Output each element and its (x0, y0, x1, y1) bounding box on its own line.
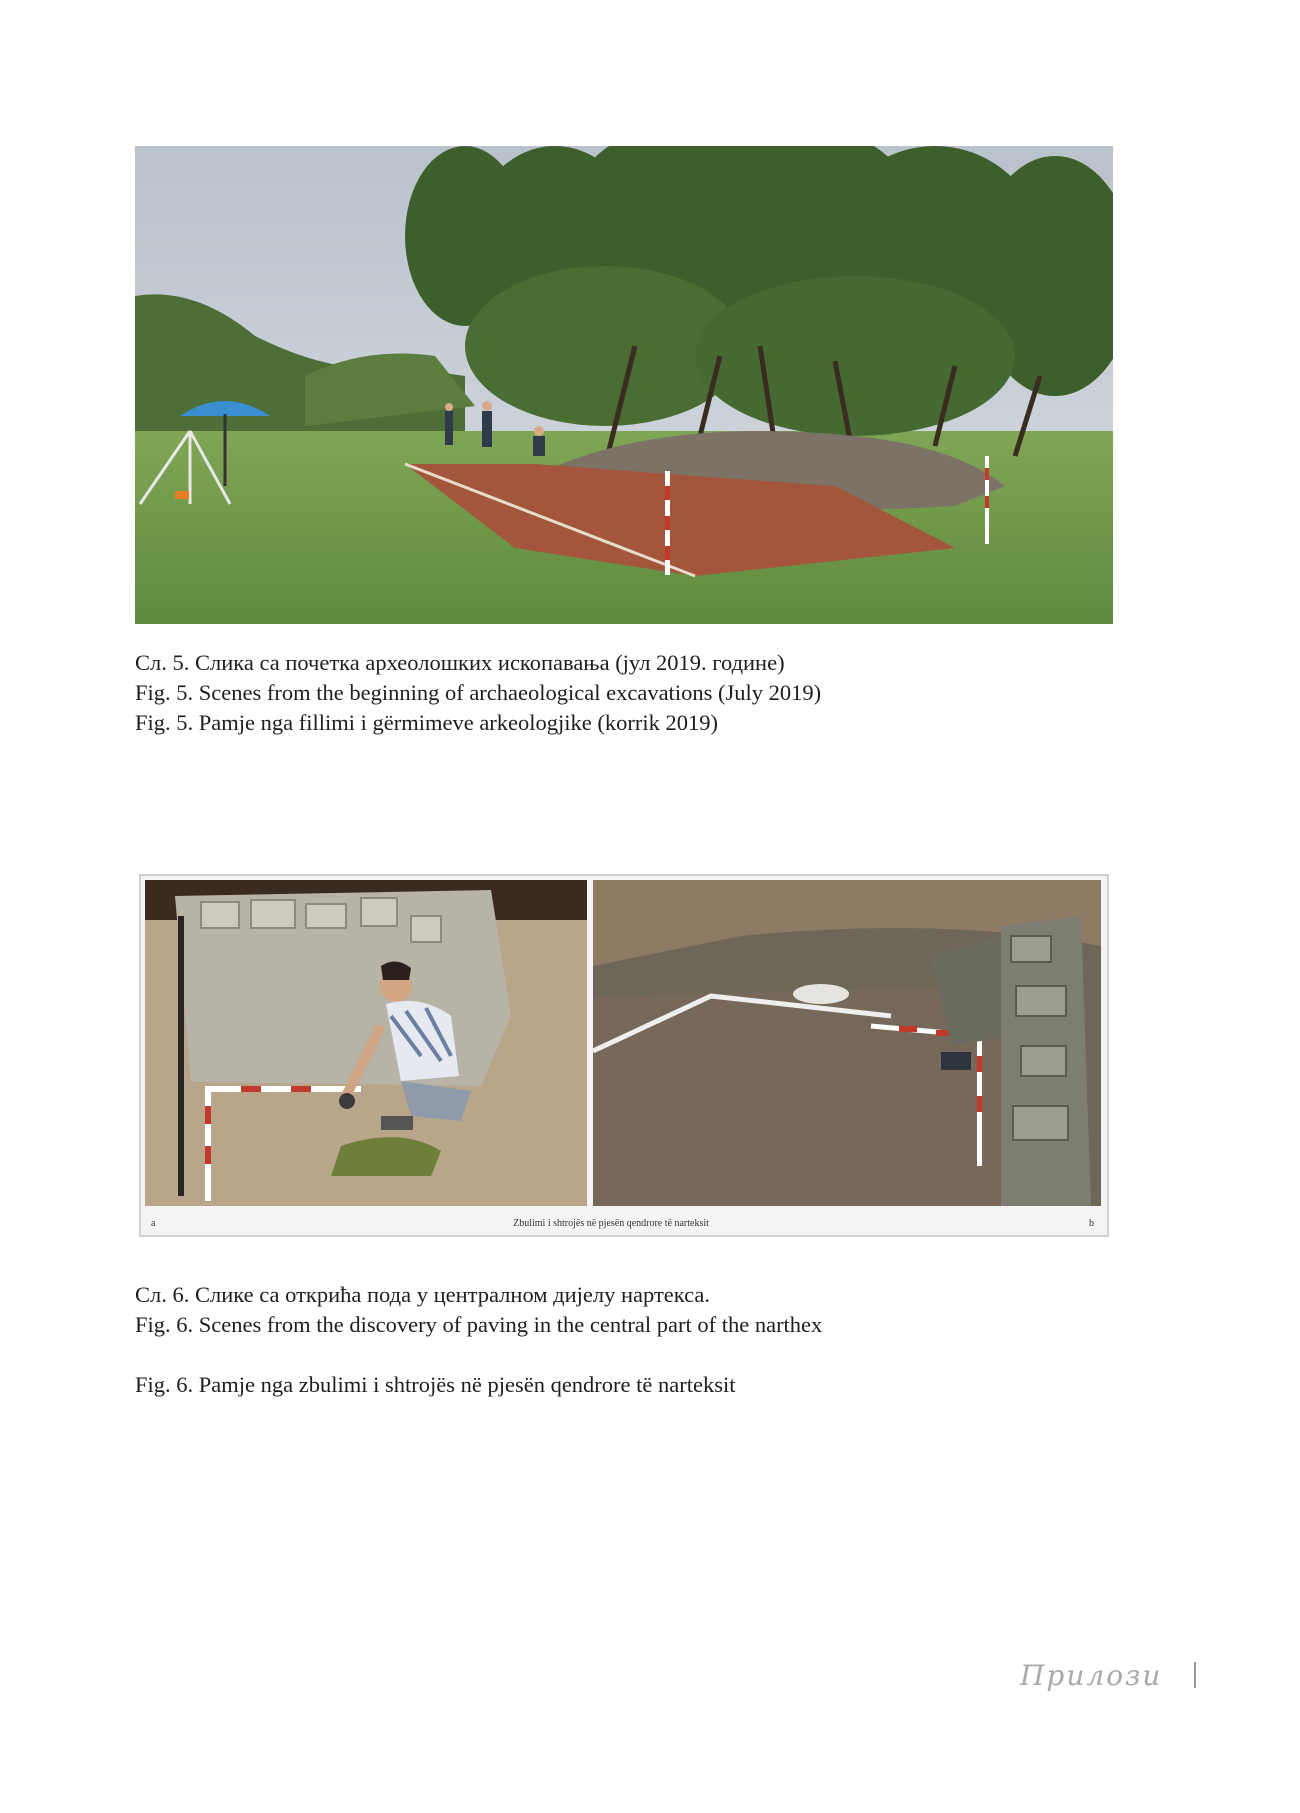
figure-6-caption-serbian: Сл. 6. Слике са открића пода у централном дијелу нартекса. (135, 1282, 711, 1307)
running-title: Прилози (1020, 1658, 1163, 1692)
excavation-photo (135, 146, 1113, 624)
page-footer (1020, 1655, 1196, 1695)
figure-5-caption-english: Fig. 5. Scenes from the beginning of archaeological excavations (July 2019) (135, 680, 822, 705)
panel-b-label: b (1089, 1218, 1094, 1229)
figure-6-caption-albanian-block (135, 1370, 736, 1400)
figure-5-photo (135, 146, 1113, 624)
figure-5-caption-albanian: Fig. 5. Pamje nga fillimi i gërmimeve arkeologjike (korrik 2019) (135, 710, 719, 735)
footer-divider (1194, 1662, 1196, 1688)
figure-6-caption-albanian: Fig. 6. Pamje nga zbulimi i shtrojës në pjesën qendrore të narteksit (135, 1372, 736, 1397)
panel-b-photo (593, 880, 1101, 1229)
figure-5-caption-serbian: Сл. 5. Слика са почетка археолошких ископавања (јул 2019. године) (135, 650, 785, 675)
paving-discovery-photos (141, 876, 1107, 1235)
figure-6-caption-english: Fig. 6. Scenes from the discovery of paving in the central part of the narthex (135, 1312, 823, 1337)
figure-6-inner-caption: Zbulimi i shtrojës në pjesën qendrore të narteksit (513, 1218, 709, 1229)
figure-5-captions (135, 648, 821, 738)
panel-a-label: a (151, 1218, 156, 1229)
figure-6-captions (135, 1280, 822, 1340)
panel-a-photo (145, 880, 587, 1229)
figure-6-photo-panel (139, 874, 1109, 1237)
